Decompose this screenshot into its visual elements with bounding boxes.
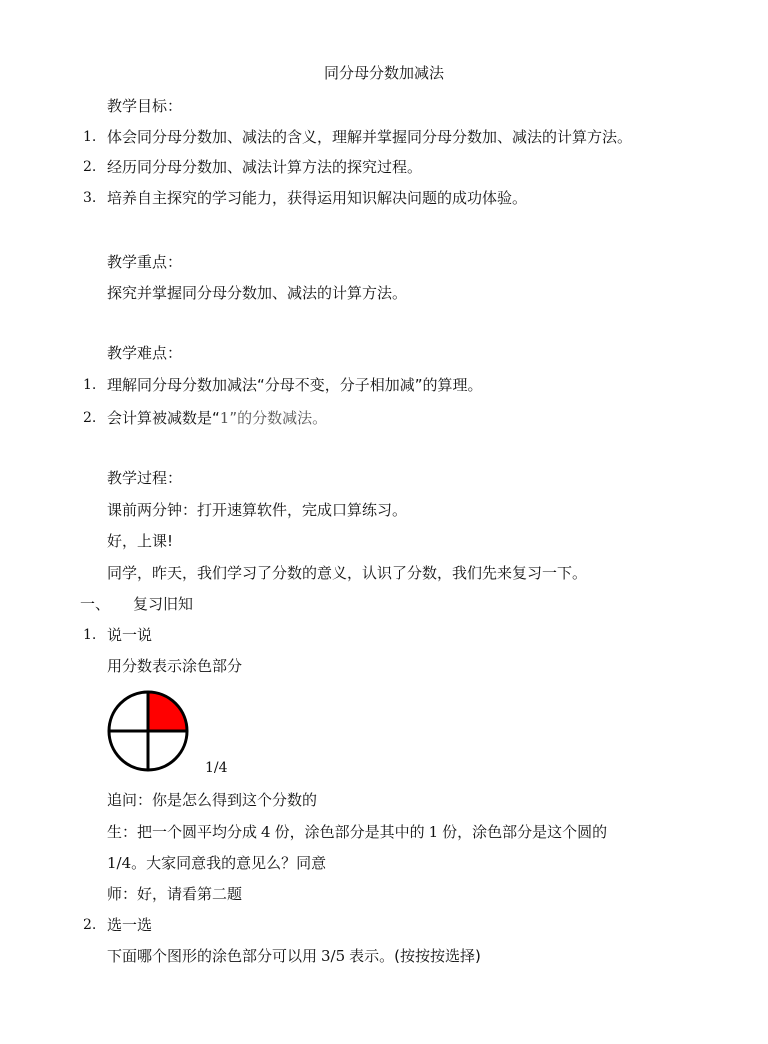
difficulty-number: 1.: [83, 377, 97, 393]
teacher-line: 师：好，请看第二题: [107, 885, 243, 903]
process-heading: 教学过程：: [107, 469, 183, 487]
key-points-heading: 教学重点：: [107, 253, 183, 271]
process-line: 课前两分钟：打开速算软件，完成口算练习。: [107, 501, 408, 519]
difficulty-text-part: 会计算被减数是“: [107, 409, 220, 427]
answer-part: 。大家同意我的意见么？同意: [131, 854, 327, 872]
difficulty-text-part: ”的分数减法。: [229, 409, 328, 427]
page-title: 同分母分数加减法: [323, 64, 444, 82]
answer-number: 1: [428, 823, 439, 841]
prompt-part: 下面哪个图形的涂色部分可以用: [107, 947, 318, 965]
objective-number: 3.: [83, 190, 97, 206]
objectives-heading: 教学目标：: [107, 97, 183, 115]
follow-up-question: 追问：你是怎么得到这个分数的: [107, 791, 318, 809]
answer-number: 4: [261, 823, 271, 841]
question-title: 说一说: [107, 626, 153, 644]
difficulty-number: 2.: [83, 410, 97, 426]
difficulty-number-one: 1: [219, 409, 230, 427]
answer-part: 生：把一个圆平均分成: [107, 823, 258, 841]
prompt-part: 表示。(按按按选择): [349, 947, 481, 965]
question-number: 2.: [83, 917, 97, 933]
objective-text: 体会同分母分数加、减法的含义，理解并掌握同分母分数加、减法的计算方法。: [107, 128, 633, 146]
difficulties-heading: 教学难点：: [107, 344, 183, 362]
question-prompt: 用分数表示涂色部分: [107, 657, 243, 675]
question-number: 1.: [83, 627, 97, 643]
process-line: 同学，昨天，我们学习了分数的意义，认识了分数，我们先来复习一下。: [107, 564, 588, 582]
process-line: 好，上课!: [107, 532, 174, 550]
student-answer-continued: [107, 853, 326, 873]
objective-text: 经历同分母分数加、减法计算方法的探究过程。: [107, 158, 423, 176]
difficulty-text: [107, 408, 327, 428]
answer-fraction: 1/4: [107, 854, 132, 872]
fraction-circle-diagram: [107, 690, 191, 774]
question-title: 选一选: [107, 916, 153, 934]
section-title: 复习旧知: [133, 595, 194, 613]
fraction-label: 1/4: [205, 760, 228, 776]
section-number: 一、: [80, 595, 111, 613]
question-prompt: [107, 946, 481, 966]
key-points-text: 探究并掌握同分母分数加、减法的计算方法。: [107, 284, 408, 302]
student-answer: [107, 822, 607, 842]
difficulty-text: 理解同分母分数加减法“分母不变，分子相加减”的算理。: [107, 376, 483, 394]
prompt-fraction: 3/5: [321, 947, 346, 965]
objective-number: 1.: [83, 129, 97, 145]
answer-part: 份，涂色部分是其中的: [274, 823, 425, 841]
objective-text: 培养自主探究的学习能力，获得运用知识解决问题的成功体验。: [107, 189, 528, 207]
objective-number: 2.: [83, 159, 97, 175]
answer-part: 份，涂色部分是这个圆的: [442, 823, 608, 841]
